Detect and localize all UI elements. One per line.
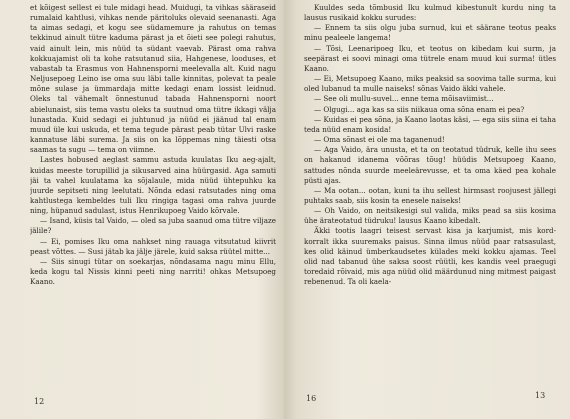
left-paragraph-5: — Siis sinugi tütar on soekarjas, nõndasama nagu minu Ellu, keda kogu tal Nissis kinni peeti ning narriti! ohkas Metsupoeg Kaano. — [30, 256, 276, 287]
right-page — [304, 3, 556, 415]
left-paragraph-2: Lastes hobused aeglast sammu astuda kuulatas Iku aeg-ajalt, kuidas meeste torupillid ja sikusarved aina hüürgasid. Aga samuti jäi ta vahel kuulatama ka sõjalaule, mida nüüd ühtepuhku ka juurde sepitseti ning leelutati. Nõnda edasi ratsutades ning oma kahtlustega kembeldes tuli Iku ringiga tagasi oma rahva juurde ning, hüpanud sadulast, istus Henrikupoeg Vaido kõrvale. — [30, 155, 276, 216]
left-paragraph-4: — Ei, pomises Iku oma nahkset ning rauaga vitsutatud kiivrit peast võttes. — Susi jätab ka jälje järele, kuid saksa rüütel mitte... — [30, 236, 276, 256]
right-paragraph-10: — Ma ootan... ootan, kuni ta ihu sellest hirmsast roojusest jällegi puhtaks saab, siis kosin ta enesele naiseks! — [304, 185, 556, 205]
right-paragraph-7: — Kuidas ei pea sõna, ja Kaano laotas käsi, — ega siis siina ei taha teda nüüd enam kosida! — [304, 114, 556, 134]
right-paragraph-5: — See oli mullu-suvel... enne tema mõisaviimist... — [314, 94, 494, 104]
right-paragraph-9: — Aga Vaido, ära unusta, et ta on teotatud tüdruk, kelle ihu sees on hakanud idanema võõras tõug! hüüdis Metsupoeg Kaano, sattudes nõnda suurde meeleärevusse, et ta oma käed pea kohale püsti ajas. — [304, 145, 556, 185]
right-paragraph-1: Kuuldes seda tõmbusid Iku kulmud kibestunult kurdu ning ta lausus rusikaid kokku surudes: — [304, 3, 556, 23]
right-corner-number: 13 — [535, 391, 546, 400]
right-paragraph-12: Äkki tootis laagri teisest servast kisa ja karjumist, mis kord-korralt ikka suuremaks paisus. Sinna ilmus nüüd paar ratsasulast, kes olid käinud ümberkaudsetes külades meki kokku ajamas. Teel olid nad tabanud ühe saksa soost rüütli, kes kandis veel praegugi toredaid rõivaid, mis aga nüüd olid määrdunud ning mitmest paigast rebenenud. Ta oli kaela- — [304, 226, 556, 287]
left-page — [30, 3, 276, 415]
left-paragraph-1: et kõigest sellest ei tule midagi head. Muidugi, ta vihkas sääraseid rumalaid kahtlusi, vihkas nende päritoluks olevaid seenanasti. Aga ta aimas sedagi, et kogu see südamemure ja rahutus on temas tekkinud ainult tütre kaduma pärast ja et õieti see polegi rahutus, vaid ainult lein, mis nüüd ta südant vaevab. Pärast oma rahva kokkuajamist oli ta kohe ratsutanud siia, Hahgenese, looduses, et vabastab ta Erasmus von Hahnensporni meelevalla alt. Kuid nagu Neljusepoeg Leino ise oma suu läbi talle kinnitas, polevat ta peale mõne sulase ja ümmardaja mitte kedagi enam lossist leidnud. Oleks tal vähemalt õnnestunud tabada Hahnensporni noort abielunaist, siis tema vastu oleks ta suutnud oma tütre ikkagi välja lunastada. Kuid sedagi ei juhtunud ja nüüd ei jäänud tal enam muud üle kui uskuda, et tema tegude pärast peab tütar Ulvi raske kannatuse läbi surema. Ja siis on ka lõppemas ning täiesti otsa saamas ta sugu — tema on viimne. — [30, 3, 276, 155]
right-page-number: 16 — [306, 394, 317, 403]
right-paragraph-2: — Ennem ta siis olgu juba surnud, kui et säärane teotus peaks minu pealeele langema! — [304, 23, 556, 43]
left-page-number: 12 — [34, 397, 45, 406]
right-paragraph-8: — Oma sõnast ei ole ma taganenud! — [314, 135, 445, 145]
right-paragraph-3: — Tõsi, Leenaripoeg Iku, et teotus on kibedam kui surm, ja seepärast ei soovi minagi oma tütrele enam muud kui surma! ütles Kaano. — [304, 43, 556, 73]
right-paragraph-4: — Ei, Metsupoeg Kaano, miks peaksid sa soovima talle surma, kui oled lubanud ta mulle naiseks! sõnas Vaido äkki vahele. — [304, 74, 556, 94]
left-paragraph-3: — Isand, küsis tal Vaido, — oled sa juba saanud oma tütre viljaze jälile? — [30, 216, 276, 236]
right-paragraph-6: — Olgugi... aga kas sa siis niikaua oma sõna enam ei pea? — [314, 104, 525, 114]
right-paragraph-11: — Oh Vaido, on neitsikesigi sul valida, miks pead sa siis kosima ühe ärateotatud tüdruku! lausus Kaano kibedalt. — [304, 206, 556, 226]
